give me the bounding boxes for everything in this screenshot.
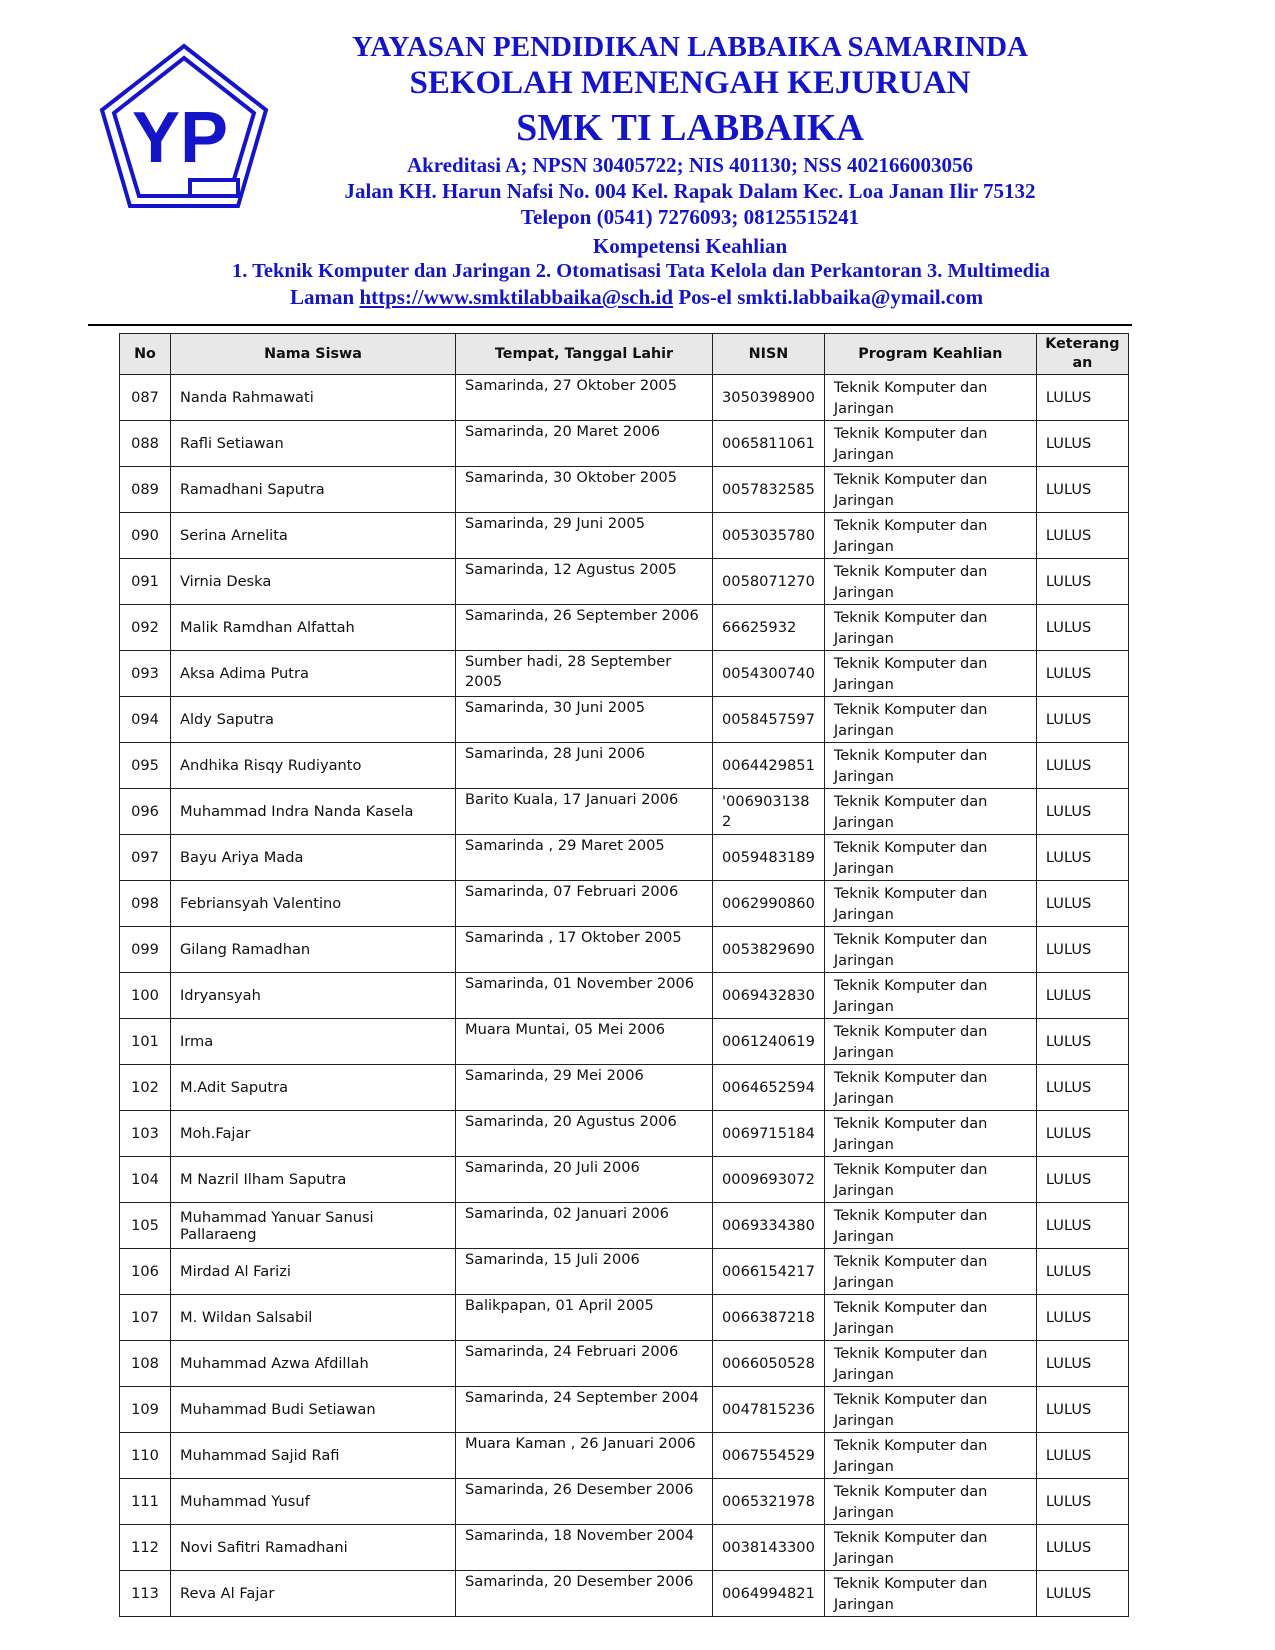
cell-nisn: 0038143300	[713, 1525, 825, 1571]
table-row	[120, 1479, 1129, 1525]
cell-nisn: 0069432830	[713, 973, 825, 1019]
table-row	[120, 467, 1129, 513]
table-row	[120, 513, 1129, 559]
cell-name: Ramadhani Saputra	[171, 467, 456, 513]
cell-birth: Samarinda, 28 Juni 2006	[456, 743, 713, 789]
cell-birth: Samarinda , 29 Maret 2005	[456, 835, 713, 881]
cell-name: Novi Safitri Ramadhani	[171, 1525, 456, 1571]
cell-name: Virnia Deska	[171, 559, 456, 605]
table-header-row	[120, 334, 1129, 375]
table-row	[120, 927, 1129, 973]
cell-nisn: 0066387218	[713, 1295, 825, 1341]
column-header-nisn: NISN	[713, 334, 825, 375]
cell-no: 112	[120, 1525, 171, 1571]
cell-nisn: 0065811061	[713, 421, 825, 467]
cell-name: Moh.Fajar	[171, 1111, 456, 1157]
cell-name: Muhammad Yanuar Sanusi Pallaraeng	[171, 1203, 456, 1249]
cell-birth: Samarinda, 27 Oktober 2005	[456, 375, 713, 421]
table-row	[120, 1525, 1129, 1571]
cell-no: 104	[120, 1157, 171, 1203]
cell-name: Rafli Setiawan	[171, 421, 456, 467]
cell-birth: Samarinda, 12 Agustus 2005	[456, 559, 713, 605]
cell-program: Teknik Komputer dan Jaringan	[824, 513, 1036, 559]
school-type: SEKOLAH MENENGAH KEJURUAN	[409, 65, 971, 101]
cell-name: M.Adit Saputra	[171, 1065, 456, 1111]
cell-name: Muhammad Azwa Afdillah	[171, 1341, 456, 1387]
table-row	[120, 1111, 1129, 1157]
cell-no: 102	[120, 1065, 171, 1111]
cell-program: Teknik Komputer dan Jaringan	[824, 1203, 1036, 1249]
cell-name: Aksa Adima Putra	[171, 651, 456, 697]
cell-status: LULUS	[1036, 1065, 1128, 1111]
cell-program: Teknik Komputer dan Jaringan	[824, 605, 1036, 651]
cell-nisn: '0069031382	[713, 789, 825, 835]
cell-status: LULUS	[1036, 1111, 1128, 1157]
cell-name: Mirdad Al Farizi	[171, 1249, 456, 1295]
cell-program: Teknik Komputer dan Jaringan	[824, 1433, 1036, 1479]
cell-program: Teknik Komputer dan Jaringan	[824, 743, 1036, 789]
cell-program: Teknik Komputer dan Jaringan	[824, 835, 1036, 881]
cell-nisn: 0061240619	[713, 1019, 825, 1065]
cell-no: 090	[120, 513, 171, 559]
cell-program: Teknik Komputer dan Jaringan	[824, 973, 1036, 1019]
cell-program: Teknik Komputer dan Jaringan	[824, 467, 1036, 513]
table-row	[120, 1571, 1129, 1617]
cell-name: M Nazril Ilham Saputra	[171, 1157, 456, 1203]
column-header-name: Nama Siswa	[171, 334, 456, 375]
cell-nisn: 0065321978	[713, 1479, 825, 1525]
cell-no: 111	[120, 1479, 171, 1525]
cell-birth: Samarinda, 20 Maret 2006	[456, 421, 713, 467]
cell-status: LULUS	[1036, 421, 1128, 467]
cell-birth: Muara Kaman , 26 Januari 2006	[456, 1433, 713, 1479]
school-name: SMK TI LABBAIKA	[516, 107, 864, 149]
cell-no: 109	[120, 1387, 171, 1433]
cell-no: 103	[120, 1111, 171, 1157]
table-row	[120, 697, 1129, 743]
table-row	[120, 651, 1129, 697]
cell-nisn: 0053829690	[713, 927, 825, 973]
table-row	[120, 881, 1129, 927]
cell-birth: Samarinda, 26 September 2006	[456, 605, 713, 651]
cell-no: 113	[120, 1571, 171, 1617]
table-row	[120, 789, 1129, 835]
cell-name: Irma	[171, 1019, 456, 1065]
cell-program: Teknik Komputer dan Jaringan	[824, 1341, 1036, 1387]
cell-nisn: 0053035780	[713, 513, 825, 559]
cell-program: Teknik Komputer dan Jaringan	[824, 559, 1036, 605]
cell-program: Teknik Komputer dan Jaringan	[824, 881, 1036, 927]
cell-program: Teknik Komputer dan Jaringan	[824, 651, 1036, 697]
table-row	[120, 1341, 1129, 1387]
cell-name: Nanda Rahmawati	[171, 375, 456, 421]
logo-text: YP	[131, 98, 229, 178]
cell-birth: Samarinda, 01 November 2006	[456, 973, 713, 1019]
cell-nisn: 0047815236	[713, 1387, 825, 1433]
cell-no: 107	[120, 1295, 171, 1341]
cell-nisn: 0064429851	[713, 743, 825, 789]
cell-status: LULUS	[1036, 559, 1128, 605]
cell-birth: Samarinda , 17 Oktober 2005	[456, 927, 713, 973]
table-row	[120, 1249, 1129, 1295]
cell-name: Serina Arnelita	[171, 513, 456, 559]
table-row	[120, 1203, 1129, 1249]
cell-birth: Samarinda, 18 November 2004	[456, 1525, 713, 1571]
cell-status: LULUS	[1036, 743, 1128, 789]
cell-status: LULUS	[1036, 1295, 1128, 1341]
student-table	[119, 333, 1129, 1617]
table-row	[120, 1019, 1129, 1065]
cell-birth: Samarinda, 20 Juli 2006	[456, 1157, 713, 1203]
cell-status: LULUS	[1036, 605, 1128, 651]
email: Pos-el smkti.labbaika@ymail.com	[678, 285, 984, 309]
cell-no: 094	[120, 697, 171, 743]
cell-status: LULUS	[1036, 1203, 1128, 1249]
column-header-no: No	[120, 334, 171, 375]
cell-no: 093	[120, 651, 171, 697]
cell-nisn: 0057832585	[713, 467, 825, 513]
phone: Telepon (0541) 7276093; 08125515241	[520, 205, 860, 229]
table-row	[120, 1157, 1129, 1203]
cell-program: Teknik Komputer dan Jaringan	[824, 1295, 1036, 1341]
cell-nisn: 0069715184	[713, 1111, 825, 1157]
cell-status: LULUS	[1036, 1341, 1128, 1387]
letterhead	[240, 30, 1140, 260]
cell-name: Muhammad Yusuf	[171, 1479, 456, 1525]
cell-birth: Samarinda, 24 September 2004	[456, 1387, 713, 1433]
column-header-birth: Tempat, Tanggal Lahir	[456, 334, 713, 375]
cell-status: LULUS	[1036, 789, 1128, 835]
cell-name: Gilang Ramadhan	[171, 927, 456, 973]
cell-birth: Muara Muntai, 05 Mei 2006	[456, 1019, 713, 1065]
cell-status: LULUS	[1036, 1249, 1128, 1295]
foundation-name: YAYASAN PENDIDIKAN LABBAIKA SAMARINDA	[352, 31, 1028, 63]
cell-no: 099	[120, 927, 171, 973]
cell-status: LULUS	[1036, 651, 1128, 697]
cell-status: LULUS	[1036, 1019, 1128, 1065]
cell-birth: Balikpapan, 01 April 2005	[456, 1295, 713, 1341]
cell-no: 098	[120, 881, 171, 927]
cell-birth: Samarinda, 20 Agustus 2006	[456, 1111, 713, 1157]
table-row	[120, 973, 1129, 1019]
cell-no: 101	[120, 1019, 171, 1065]
cell-no: 108	[120, 1341, 171, 1387]
cell-nisn: 3050398900	[713, 375, 825, 421]
cell-birth: Samarinda, 24 Februari 2006	[456, 1341, 713, 1387]
column-header-status: Keterang an	[1036, 334, 1128, 375]
cell-name: M. Wildan Salsabil	[171, 1295, 456, 1341]
cell-program: Teknik Komputer dan Jaringan	[824, 697, 1036, 743]
cell-birth: Barito Kuala, 17 Januari 2006	[456, 789, 713, 835]
table-row	[120, 421, 1129, 467]
cell-no: 095	[120, 743, 171, 789]
cell-program: Teknik Komputer dan Jaringan	[824, 927, 1036, 973]
cell-status: LULUS	[1036, 1157, 1128, 1203]
cell-name: Andhika Risqy Rudiyanto	[171, 743, 456, 789]
cell-no: 092	[120, 605, 171, 651]
cell-name: Malik Ramdhan Alfattah	[171, 605, 456, 651]
cell-birth: Sumber hadi, 28 September 2005	[456, 651, 713, 697]
cell-birth: Samarinda, 07 Februari 2006	[456, 881, 713, 927]
cell-birth: Samarinda, 29 Juni 2005	[456, 513, 713, 559]
column-header-program: Program Keahlian	[824, 334, 1036, 375]
accreditation: Akreditasi A; NPSN 30405722; NIS 401130; NSS 402166003056	[406, 153, 974, 177]
cell-nisn: 0066154217	[713, 1249, 825, 1295]
cell-program: Teknik Komputer dan Jaringan	[824, 789, 1036, 835]
cell-name: Febriansyah Valentino	[171, 881, 456, 927]
cell-birth: Samarinda, 30 Oktober 2005	[456, 467, 713, 513]
cell-no: 087	[120, 375, 171, 421]
cell-program: Teknik Komputer dan Jaringan	[824, 1111, 1036, 1157]
cell-status: LULUS	[1036, 973, 1128, 1019]
cell-birth: Samarinda, 26 Desember 2006	[456, 1479, 713, 1525]
cell-program: Teknik Komputer dan Jaringan	[824, 1065, 1036, 1111]
cell-program: Teknik Komputer dan Jaringan	[824, 375, 1036, 421]
cell-status: LULUS	[1036, 467, 1128, 513]
table-body	[120, 375, 1129, 1617]
cell-nisn: 0058457597	[713, 697, 825, 743]
cell-nisn: 0067554529	[713, 1433, 825, 1479]
cell-name: Aldy Saputra	[171, 697, 456, 743]
cell-no: 096	[120, 789, 171, 835]
cell-name: Muhammad Indra Nanda Kasela	[171, 789, 456, 835]
cell-status: LULUS	[1036, 1571, 1128, 1617]
cell-program: Teknik Komputer dan Jaringan	[824, 1571, 1036, 1617]
competency-title: Kompetensi Keahlian	[592, 234, 788, 258]
table-row	[120, 375, 1129, 421]
cell-name: Reva Al Fajar	[171, 1571, 456, 1617]
cell-name: Bayu Ariya Mada	[171, 835, 456, 881]
competency-list: 1. Teknik Komputer dan Jaringan 2. Otomatisasi Tata Kelola dan Perkantoran 3. Multimedia	[232, 260, 1051, 282]
cell-name: Idryansyah	[171, 973, 456, 1019]
cell-nisn: 0054300740	[713, 651, 825, 697]
cell-program: Teknik Komputer dan Jaringan	[824, 1387, 1036, 1433]
cell-program: Teknik Komputer dan Jaringan	[824, 1249, 1036, 1295]
cell-no: 091	[120, 559, 171, 605]
cell-program: Teknik Komputer dan Jaringan	[824, 1525, 1036, 1571]
cell-program: Teknik Komputer dan Jaringan	[824, 1157, 1036, 1203]
cell-name: Muhammad Sajid Rafi	[171, 1433, 456, 1479]
cell-status: LULUS	[1036, 881, 1128, 927]
cell-program: Teknik Komputer dan Jaringan	[824, 421, 1036, 467]
cell-status: LULUS	[1036, 1433, 1128, 1479]
cell-no: 106	[120, 1249, 171, 1295]
cell-name: Muhammad Budi Setiawan	[171, 1387, 456, 1433]
cell-no: 110	[120, 1433, 171, 1479]
cell-status: LULUS	[1036, 1525, 1128, 1571]
cell-nisn: 0009693072	[713, 1157, 825, 1203]
table-row	[120, 1387, 1129, 1433]
cell-status: LULUS	[1036, 1479, 1128, 1525]
cell-no: 088	[120, 421, 171, 467]
cell-nisn: 0066050528	[713, 1341, 825, 1387]
cell-status: LULUS	[1036, 1387, 1128, 1433]
cell-status: LULUS	[1036, 513, 1128, 559]
web-label: Laman	[290, 285, 355, 309]
cell-no: 097	[120, 835, 171, 881]
cell-nisn: 0064994821	[713, 1571, 825, 1617]
cell-program: Teknik Komputer dan Jaringan	[824, 1479, 1036, 1525]
cell-nisn: 0059483189	[713, 835, 825, 881]
table-row	[120, 559, 1129, 605]
cell-birth: Samarinda, 20 Desember 2006	[456, 1571, 713, 1617]
cell-nisn: 0062990860	[713, 881, 825, 927]
cell-birth: Samarinda, 15 Juli 2006	[456, 1249, 713, 1295]
cell-nisn: 0058071270	[713, 559, 825, 605]
header-divider	[88, 324, 1132, 326]
table-row	[120, 605, 1129, 651]
cell-nisn: 0064652594	[713, 1065, 825, 1111]
cell-no: 089	[120, 467, 171, 513]
cell-status: LULUS	[1036, 697, 1128, 743]
table-row	[120, 743, 1129, 789]
cell-nisn: 0069334380	[713, 1203, 825, 1249]
table-row	[120, 1065, 1129, 1111]
cell-status: LULUS	[1036, 835, 1128, 881]
cell-program: Teknik Komputer dan Jaringan	[824, 1019, 1036, 1065]
cell-birth: Samarinda, 29 Mei 2006	[456, 1065, 713, 1111]
table-row	[120, 835, 1129, 881]
address: Jalan KH. Harun Nafsi No. 004 Kel. Rapak Dalam Kec. Loa Janan Ilir 75132	[344, 179, 1036, 203]
cell-birth: Samarinda, 02 Januari 2006	[456, 1203, 713, 1249]
cell-no: 100	[120, 973, 171, 1019]
cell-status: LULUS	[1036, 927, 1128, 973]
cell-status: LULUS	[1036, 375, 1128, 421]
cell-nisn: 66625932	[713, 605, 825, 651]
cell-birth: Samarinda, 30 Juni 2005	[456, 697, 713, 743]
table-row	[120, 1295, 1129, 1341]
cell-no: 105	[120, 1203, 171, 1249]
website-line	[290, 284, 983, 310]
table-row	[120, 1433, 1129, 1479]
website-link[interactable]: https://www.smktilabbaika@sch.id	[359, 285, 674, 309]
